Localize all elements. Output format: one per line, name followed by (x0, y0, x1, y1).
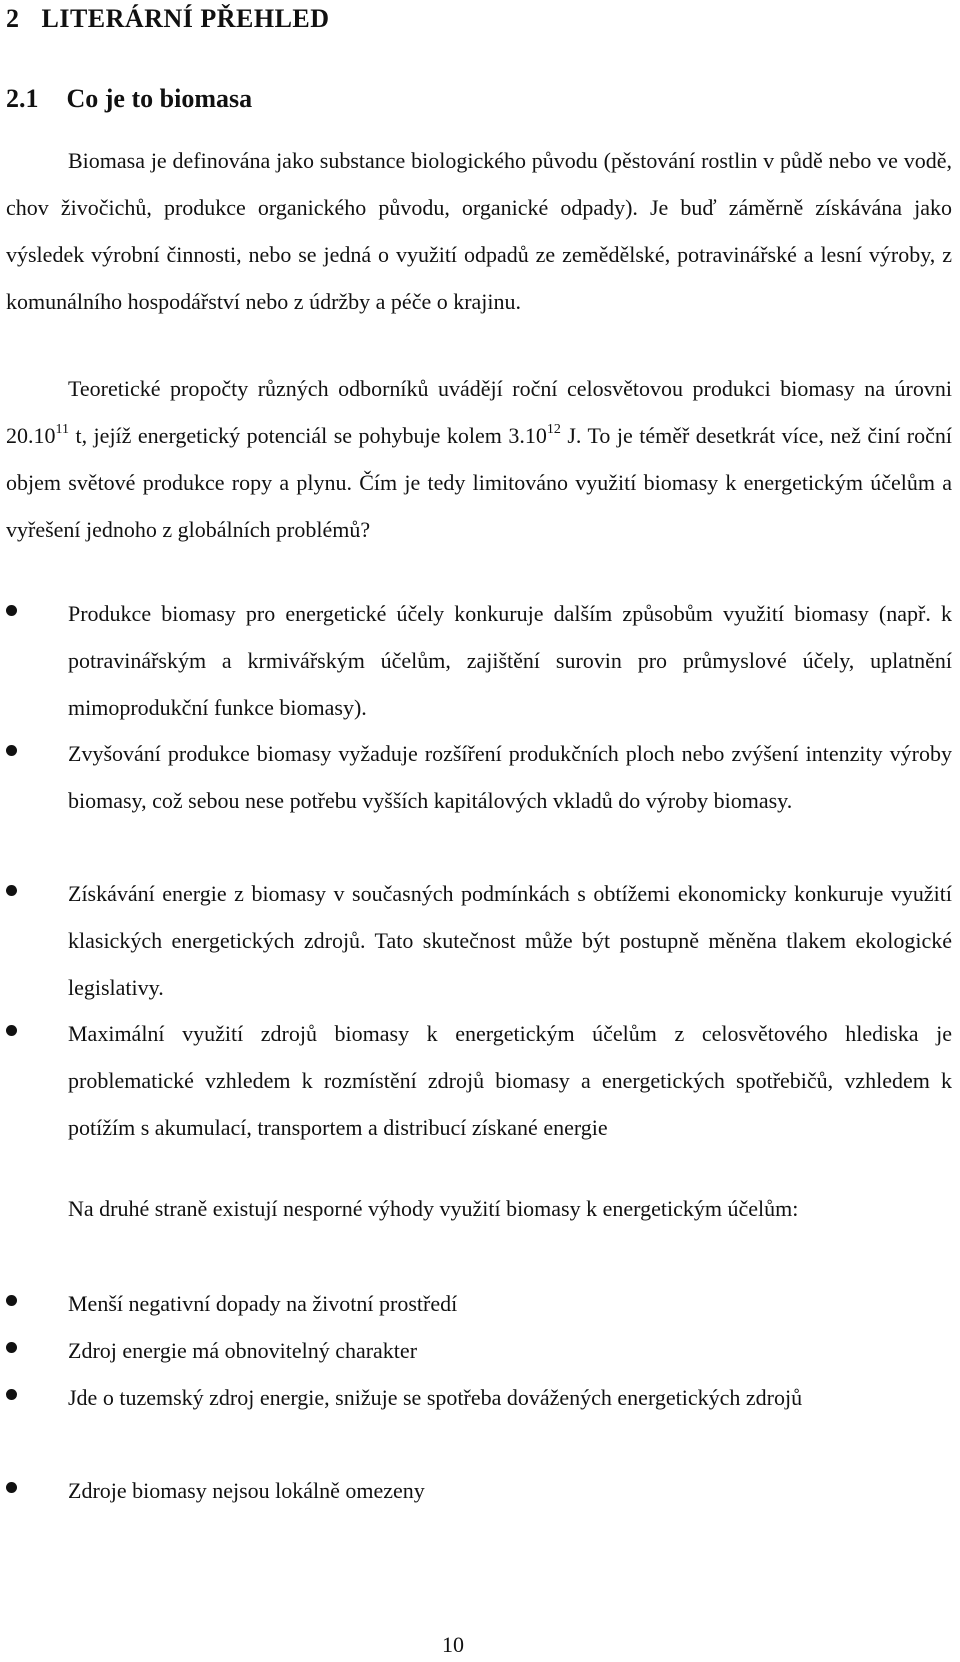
list-item (6, 1467, 952, 1514)
bullet-icon (6, 745, 17, 756)
list-item-text: Menší negativní dopady na životní prostředí (68, 1291, 458, 1316)
list-item (6, 590, 952, 731)
bullet-icon (6, 1025, 17, 1036)
list-item-text: Maximální využití zdrojů biomasy k energetickým účelům z celosvětového hlediska je problematické vzhledem k rozmístění zdrojů biomasy a energetických spotřebičů, vzhledem k potížím s akumulací, transportem a distribucí získané energie (68, 1021, 952, 1140)
list-item (6, 1327, 952, 1374)
list-item (6, 870, 952, 1011)
bullet-icon (6, 605, 17, 616)
list-item-text: Jde o tuzemský zdroj energie, snižuje se spotřeba dovážených energetických zdrojů (68, 1385, 803, 1410)
page-number: 10 (442, 1632, 464, 1657)
exponent-11: 11 (55, 422, 69, 437)
paragraph-definition: Biomasa je definována jako substance biologického původu (pěstování rostlin v půdě nebo ve vodě, chov živočichů, produkce organického původu, organické odpady). Je buď záměrně získávána jako výsledek výrobní činnosti, nebo se jedná o využití odpadů ze zemědělské, potravinářské a lesní výroby, z komunálního hospodářství nebo z údržby a péče o krajinu. (6, 148, 952, 314)
section-heading (6, 84, 252, 114)
bullet-icon (6, 1342, 17, 1353)
list-item (6, 730, 952, 824)
list-item-text: Získávání energie z biomasy v současných podmínkách s obtížemi ekonomicky konkuruje využití klasických energetických zdrojů. Tato skutečnost může být postupně měněna tlakem ekologické legislativy. (68, 881, 952, 1000)
paragraph-production-part3: J. To je téměř desetkrát více, než činí roční objem světové produkce ropy a plynu. Čím je tedy limitováno využití biomasy k energetickým účelům a vyřešení jednoho z globálních problémů? (6, 423, 952, 542)
list-item (6, 1374, 952, 1421)
list-item-text: Zdroje biomasy nejsou lokálně omezeny (68, 1478, 425, 1503)
paragraph-production-part1: Teoretické propočty různých odborníků uvádějí roční celosvětovou produkci biomasy na úrovni 20.10 (6, 376, 952, 448)
bullet-icon (6, 1295, 17, 1306)
list-item-text: Zvyšování produkce biomasy vyžaduje rozšíření produkčních ploch nebo zvýšení intenzity výroby biomasy, což sebou nese potřebu vyšších kapitálových vkladů do výroby biomasy. (68, 741, 952, 813)
chapter-title: LITERÁRNÍ PŘEHLED (41, 4, 330, 33)
section-title: Co je to biomasa (66, 84, 253, 113)
list-item-text: Produkce biomasy pro energetické účely konkuruje dalším způsobům využití biomasy (např. k potravinářským a krmivářským účelům, zajištění surovin pro průmyslové účely, uplatnění mimoprodukční funkce biomasy). (68, 601, 952, 720)
list-item-text: Zdroj energie má obnovitelný charakter (68, 1338, 418, 1363)
bullet-icon (6, 1482, 17, 1493)
bullet-icon (6, 885, 17, 896)
chapter-number: 2 (6, 4, 20, 33)
chapter-heading (6, 4, 330, 34)
paragraph-advantages-intro: Na druhé straně existují nesporné výhody využití biomasy k energetickým účelům: (68, 1196, 799, 1221)
list-item (6, 1010, 952, 1151)
exponent-12: 12 (546, 422, 561, 437)
paragraph-production (6, 365, 952, 553)
list-item (6, 1280, 952, 1327)
section-number: 2.1 (6, 84, 39, 113)
paragraph-production-part2: t, jejíž energetický potenciál se pohybuje kolem 3.10 (68, 423, 547, 448)
bullet-icon (6, 1389, 17, 1400)
